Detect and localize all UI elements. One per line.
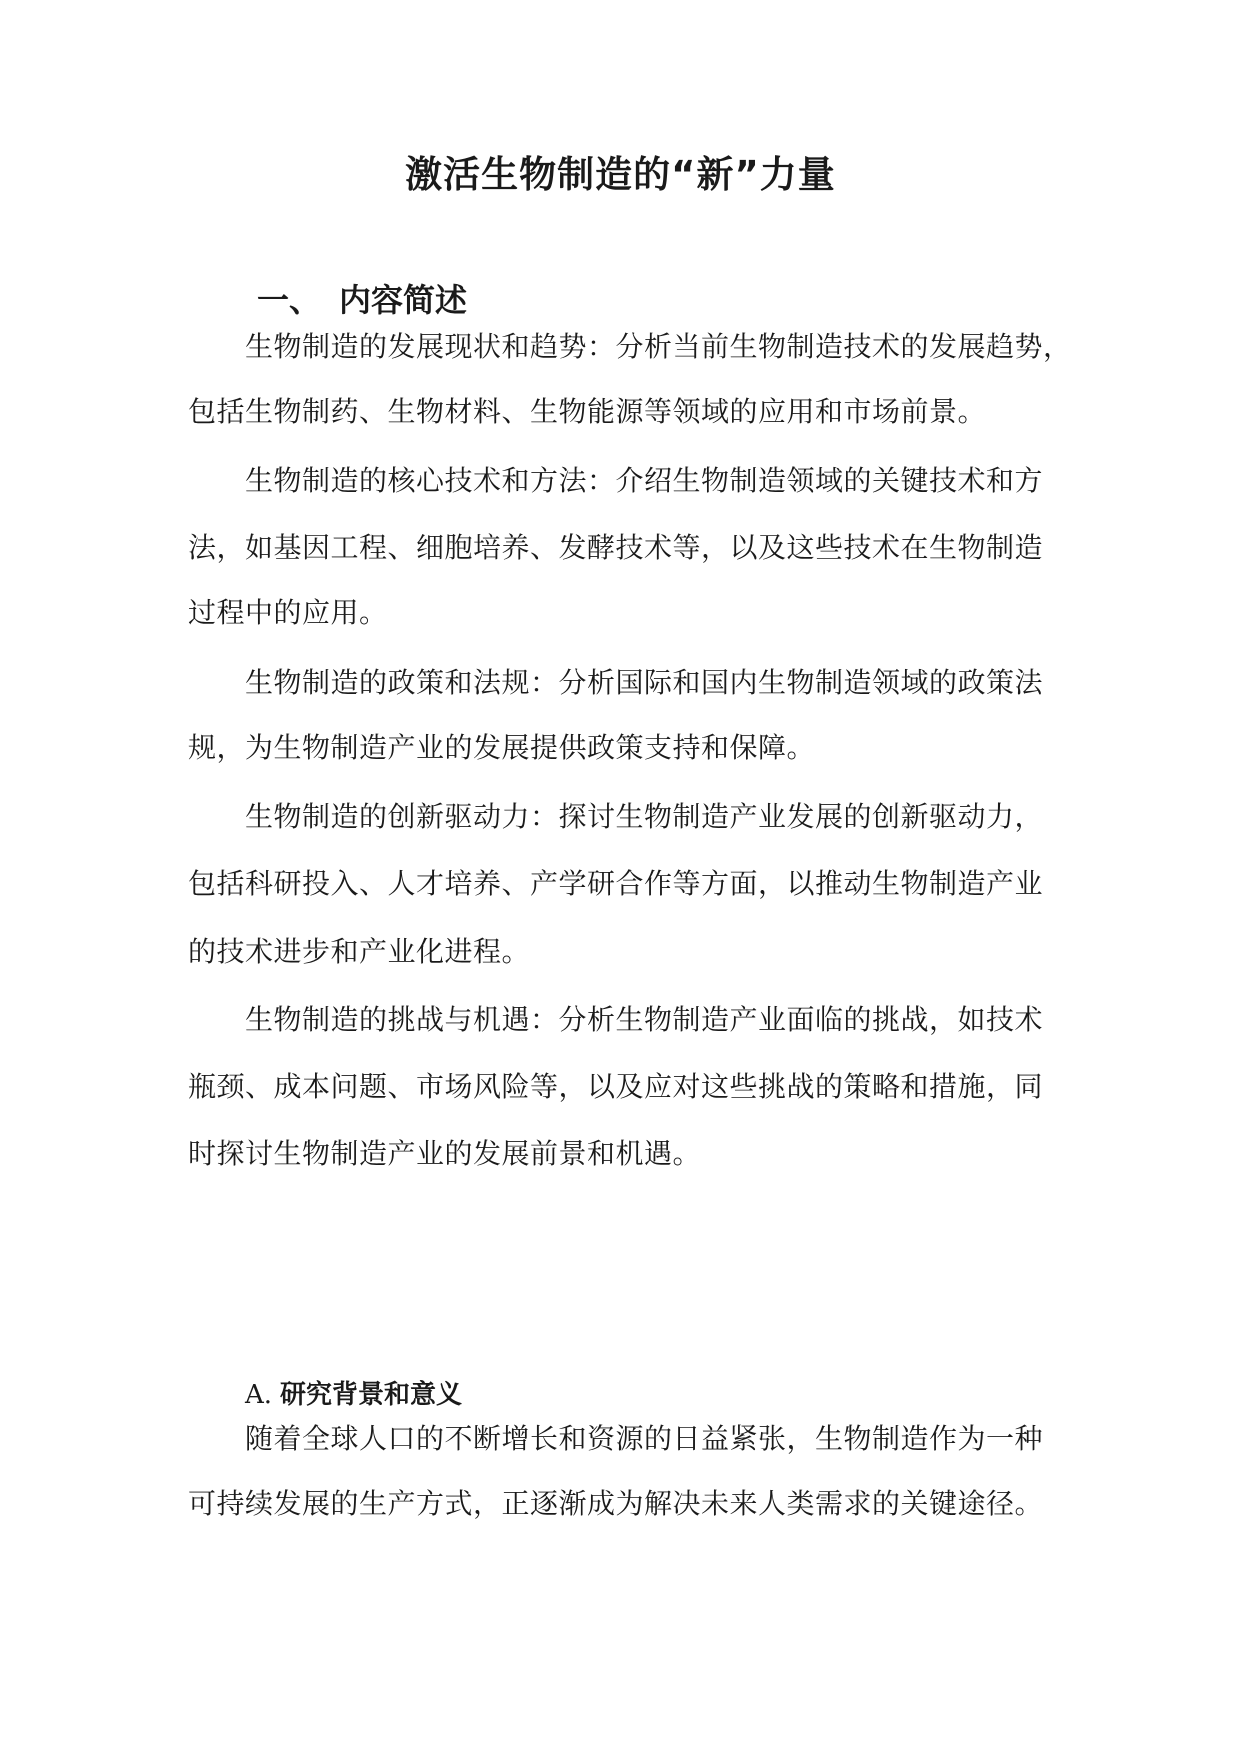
paragraph-line: 生物制造的创新驱动力：探讨生物制造产业发展的创新驱动力， [245, 800, 1044, 833]
paragraph-line: 瓶颈、成本问题、市场风险等，以及应对这些挑战的策略和措施，同 [188, 1070, 1044, 1103]
paragraph-line: 包括生物制药、生物材料、生物能源等领域的应用和市场前景。 [188, 395, 987, 428]
paragraph-line: 生物制造的发展现状和趋势：分析当前生物制造技术的发展趋势， [245, 330, 1072, 363]
paragraph-line: 时探讨生物制造产业的发展前景和机遇。 [188, 1137, 702, 1170]
section-heading-text: 内容简述 [339, 281, 468, 319]
subsection-number: A. [245, 1380, 273, 1410]
paragraph-line: 规，为生物制造产业的发展提供政策支持和保障。 [188, 731, 816, 764]
document-title: 激活生物制造的“新”力量 [405, 153, 836, 196]
paragraph-line: 随着全球人口的不断增长和资源的日益紧张，生物制造作为一种 [245, 1422, 1044, 1455]
paragraph-line: 生物制造的核心技术和方法：介绍生物制造领域的关键技术和方 [245, 464, 1044, 497]
paragraph-line: 可持续发展的生产方式，正逐渐成为解决未来人类需求的关键途径。 [188, 1487, 1044, 1520]
paragraph-line: 法，如基因工程、细胞培养、发酵技术等，以及这些技术在生物制造 [188, 531, 1044, 564]
subsection-heading [245, 1375, 462, 1415]
paragraph-line: 包括科研投入、人才培养、产学研合作等方面，以推动生物制造产业 [188, 867, 1044, 900]
paragraph-line: 的技术进步和产业化进程。 [188, 935, 531, 968]
subsection-heading-text: 研究背景和意义 [280, 1380, 463, 1410]
section-heading [257, 278, 467, 322]
paragraph-line: 生物制造的政策和法规：分析国际和国内生物制造领域的政策法 [245, 666, 1044, 699]
paragraph-line: 生物制造的挑战与机遇：分析生物制造产业面临的挑战，如技术 [245, 1003, 1044, 1036]
paragraph-line: 过程中的应用。 [188, 596, 388, 629]
section-number: 一、 [257, 281, 322, 319]
